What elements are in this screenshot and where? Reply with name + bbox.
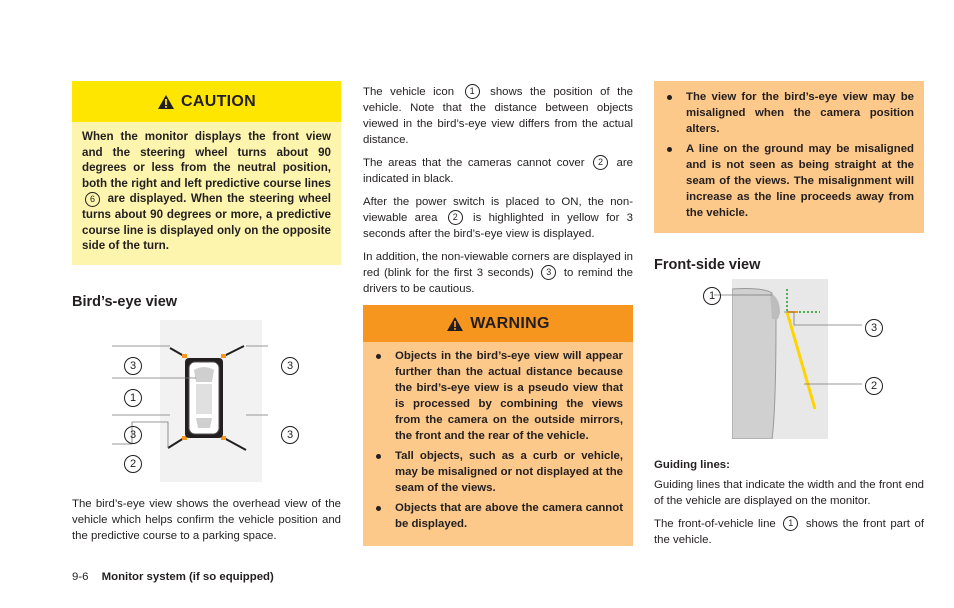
section-name: Monitor system (if so equipped) (101, 571, 274, 583)
callout-number: 6 (85, 192, 100, 207)
birdseye-description: The bird’s-eye view shows the overhead view of the vehicle which helps confirm the vehicle position and the predictive course to a parking space. (72, 498, 341, 542)
warning-list (363, 342, 633, 546)
frontside-leaders (714, 279, 864, 399)
caution-text-part-b: are displayed. When the steering wheel turns about 90 degrees or more, a predictive course line is displayed only on the opposite side of the turn. (82, 192, 331, 253)
corner-mark (221, 354, 226, 358)
guiding-lines-text: Guiding lines that indicate the width and the front end of the vehicle are displayed on the monitor. (654, 479, 924, 507)
callout-number: 3 (281, 357, 299, 375)
paragraph-vehicle-icon (363, 84, 633, 148)
birdseye-diagram (112, 318, 312, 486)
callout-number: 3 (281, 426, 299, 444)
guiding-lines-section (654, 459, 924, 555)
list-item: The view for the bird’s-eye view may be misaligned when the camera position alters. (664, 89, 914, 137)
text: to remind the drivers to be cautious. (363, 267, 634, 295)
paragraph-camera-areas (363, 155, 633, 187)
caution-title: CAUTION (181, 92, 256, 110)
callout-number: 2 (593, 155, 608, 170)
page-footer (72, 571, 274, 583)
text: After the power switch is placed to ON, the non-viewable area (363, 196, 633, 224)
text: are indicated in black. (363, 157, 633, 185)
warning-title: WARNING (470, 314, 550, 332)
warning-triangle-icon (157, 94, 175, 110)
caution-header (72, 81, 341, 122)
page-number: 9-6 (72, 571, 89, 583)
right-column (654, 81, 924, 546)
guiding-lines-title: Guiding lines: (654, 459, 730, 471)
callout-number: 1 (783, 516, 798, 531)
callout-number: 3 (124, 357, 142, 375)
caution-text-part-a: When the monitor displays the front view and the steering wheel turns about 90 degrees or less from the neutral position, both the right and left predictive course lines (82, 130, 331, 190)
left-column (72, 81, 341, 542)
callout-number: 1 (465, 84, 480, 99)
rear-window (196, 418, 212, 428)
birdseye-title: Bird’s-eye view (72, 294, 178, 310)
callout-number: 3 (865, 319, 883, 337)
windshield (194, 367, 214, 382)
warning-box (363, 305, 633, 546)
text: The front-of-vehicle line (654, 518, 776, 530)
text: is highlighted in yellow for 3 seconds after the bird’s-eye view is displayed. (363, 212, 634, 240)
corner-mark (182, 354, 187, 358)
text: shows the position of the vehicle. Note that the distance between objects viewed in the bird’s-eye view differs from the actual distance. (363, 86, 634, 146)
list-item: A line on the ground may be misaligned and is not seen as being straight at the seam of the views. The misalignment will increase as the line proceeds away from the vehicle. (664, 141, 914, 221)
text: The areas that the cameras cannot cover (363, 157, 585, 169)
text: In addition, the non-viewable corners are displayed in red (blink for the first 3 seconds) (363, 251, 633, 279)
list-item: Tall objects, such as a curb or vehicle, may be misaligned or not displayed at the seam of the views. (373, 448, 623, 496)
warning-triangle-icon (446, 316, 464, 332)
callout-number: 3 (541, 265, 556, 280)
front-line-text (654, 516, 924, 548)
warning-header (363, 305, 633, 342)
list-item: Objects in the bird’s-eye view will appear further than the actual distance because the bird’s-eye view is a pseudo view that is processed by combining the views from the camera on the outside mirrors, the front and the rear of the vehicle. (373, 348, 623, 444)
callout-number: 2 (865, 377, 883, 395)
vehicle-roof (196, 384, 212, 414)
callout-number: 1 (703, 287, 721, 305)
warning-continued-list (654, 81, 924, 233)
frontside-title: Front-side view (654, 257, 761, 273)
paragraph-corners (363, 249, 633, 297)
callout-number: 2 (448, 210, 463, 225)
paragraph-power-switch (363, 194, 633, 242)
caution-box (72, 81, 341, 265)
callout-number: 3 (124, 426, 142, 444)
caution-text (72, 122, 341, 265)
text: The vehicle icon (363, 86, 455, 98)
warning-continued-box (654, 81, 924, 233)
text: shows the front part of the vehicle. (654, 518, 924, 546)
callout-number: 1 (124, 389, 142, 407)
middle-column (363, 84, 633, 546)
callout-number: 2 (124, 455, 142, 473)
list-item: Objects that are above the camera cannot be displayed. (373, 500, 623, 532)
